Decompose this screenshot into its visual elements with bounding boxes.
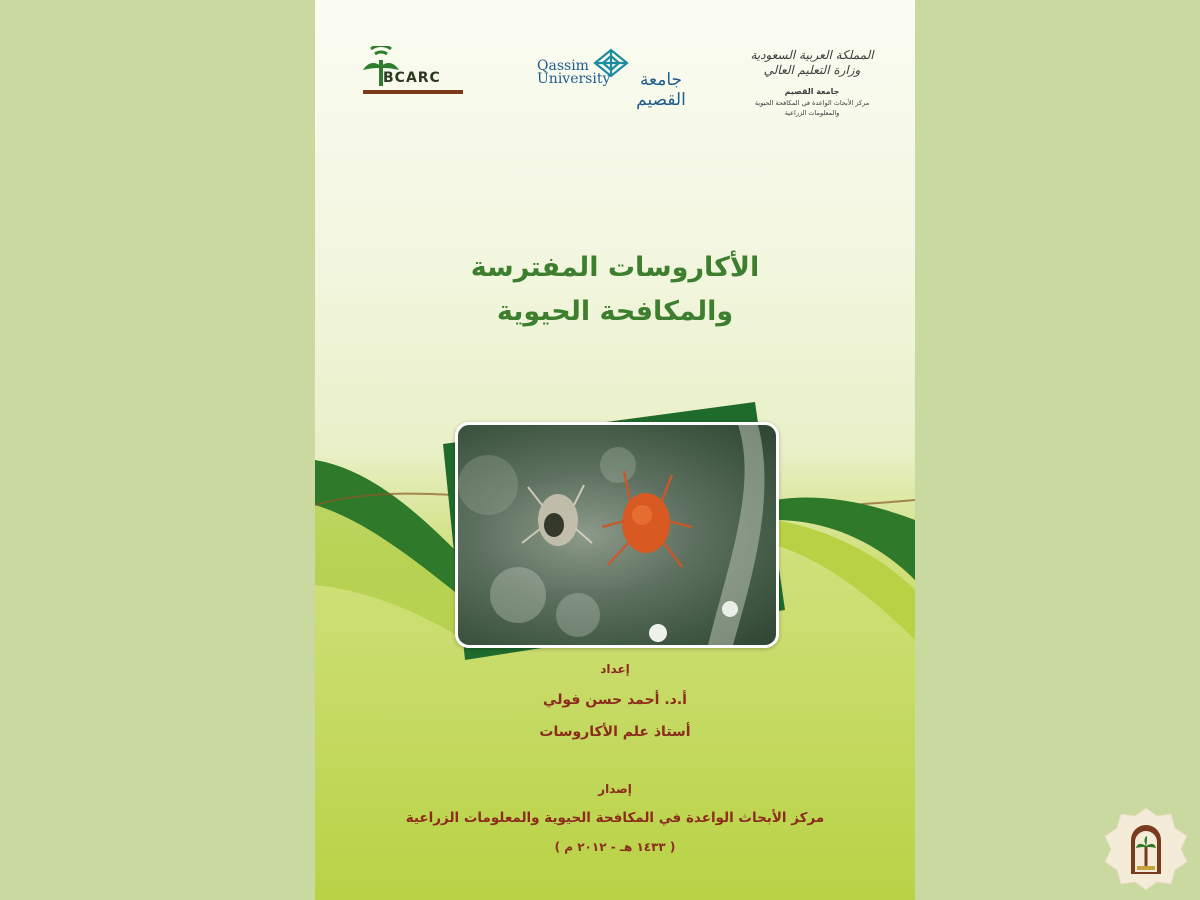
book-cover [315, 0, 915, 900]
cover-photo [455, 422, 779, 648]
ministry-name: وزارة التعليم العالي [763, 63, 861, 77]
palm-tree-badge-icon [1103, 806, 1189, 892]
publication-date: ( ١٤٣٣ هـ - ٢٠١٢ م ) [554, 840, 676, 854]
qassim-en-line2: University [537, 71, 611, 87]
bcarc-label: BCARC [383, 70, 441, 86]
prepared-by-label: إعداد [600, 662, 630, 676]
water-droplet [722, 601, 738, 617]
qassim-arabic-name: جامعة القصيم [636, 70, 686, 110]
qassim-en-line1: Qassim [537, 58, 589, 74]
author-title: أستاذ علم الأكاروسات [539, 724, 691, 740]
mites-on-leaf-image [458, 425, 776, 645]
ministry-country: المملكة العربية السعودية [750, 48, 874, 62]
qassim-english-name [537, 60, 610, 86]
ministry-center-line1: مركز الأبحاث الواعدة في المكافحة الحيوية [754, 99, 870, 107]
pale-mite [522, 485, 592, 546]
bcarc-logo [361, 44, 471, 98]
ministry-center-line2: والمعلومات الزراعية [784, 109, 840, 117]
bcarc-underline [363, 90, 463, 94]
red-predatory-mite [602, 471, 692, 567]
ministry-university: جامعة القصيم [784, 87, 840, 96]
qassim-university-logo [537, 48, 697, 110]
issued-by-label: إصدار [598, 782, 632, 796]
publisher-name: مركز الأبحاث الواعدة في المكافحة الحيوية والمعلومات الزراعية [405, 810, 825, 826]
author-name: أ.د. أحمد حسن فولي [543, 692, 687, 708]
ministry-logo [747, 48, 877, 128]
book-title-line2: والمكافحة الحيوية [496, 296, 734, 327]
book-title-line1: الأكاروسات المفترسة [470, 252, 760, 283]
